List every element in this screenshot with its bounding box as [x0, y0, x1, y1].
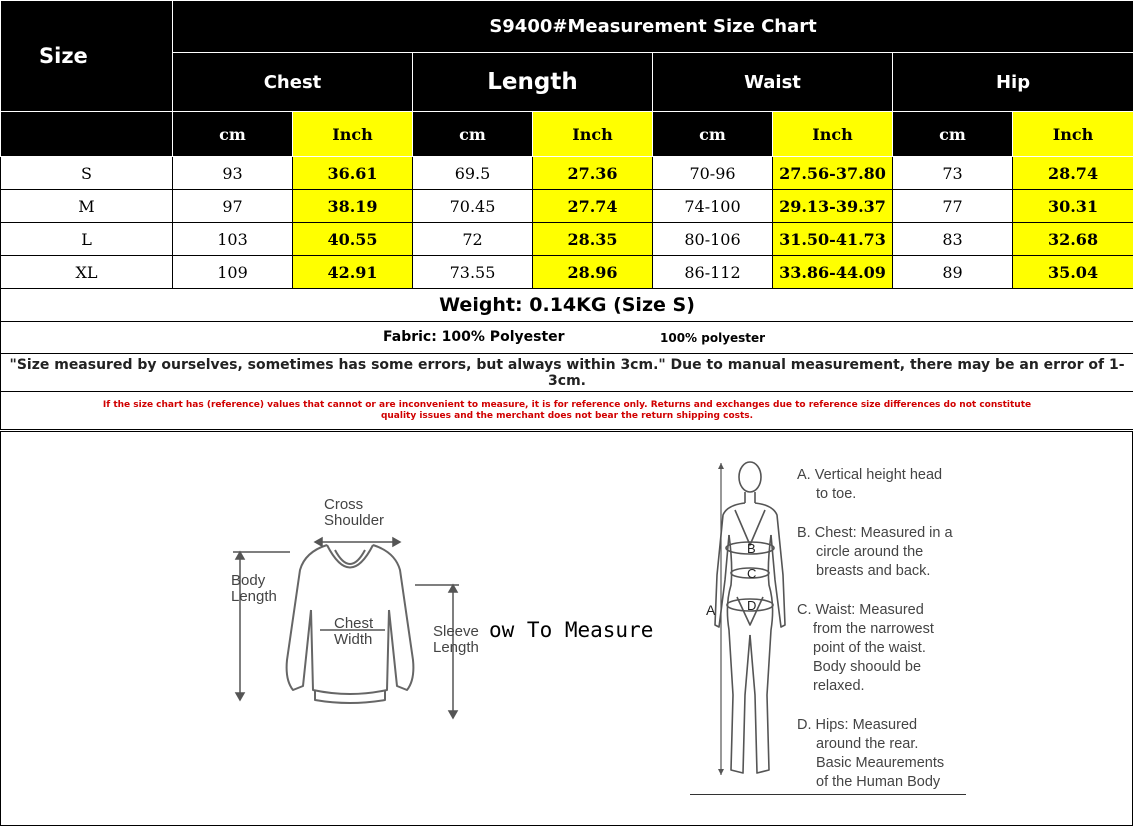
hip-cm-cell: 83 [893, 223, 1013, 256]
marker-a: A [706, 602, 716, 618]
marker-d: D [747, 598, 757, 613]
fabric-row [1, 322, 1133, 354]
weight-text: Weight: 0.14KG (Size S) [1, 289, 1133, 322]
size-cell: S [1, 157, 173, 190]
waist-cm-cell: 86-112 [653, 256, 773, 289]
chest-cm-cell: 109 [173, 256, 293, 289]
sleeve-label-line1: Sleeve [433, 623, 479, 640]
guide-a-line1: A. Vertical height head [797, 467, 943, 483]
body-length-label [231, 573, 277, 605]
chest-label-line1: Chest [334, 615, 374, 632]
hip-cm-cell: 89 [893, 256, 1013, 289]
chest-inch-cell: 42.91 [293, 256, 413, 289]
guide-b-line3: breasts and back. [816, 563, 931, 579]
chest-inch-cell: 40.55 [293, 223, 413, 256]
length-cm-cell: 69.5 [413, 157, 533, 190]
size-header-spacer [1, 112, 173, 157]
waist-cm-header: cm [653, 112, 773, 157]
guide-d-line3: Basic Meaurements [816, 755, 945, 771]
sleeve-label-line2: Length [433, 639, 479, 656]
guide-c [797, 601, 997, 696]
length-cm-cell: 70.45 [413, 190, 533, 223]
guide-d-line2: around the rear. [816, 736, 919, 752]
chest-width-label [334, 616, 373, 648]
guide-c-line1: C. Waist: Measured [797, 602, 924, 618]
waist-inch-header: Inch [773, 112, 893, 157]
table-row [1, 157, 1133, 190]
length-inch-cell: 28.96 [533, 256, 653, 289]
marker-c: C [747, 566, 757, 581]
guide-a [797, 466, 997, 504]
chest-cm-cell: 103 [173, 223, 293, 256]
length-inch-cell: 28.35 [533, 223, 653, 256]
cross-label-line1: Cross [324, 496, 364, 513]
hip-inch-cell: 35.04 [1013, 256, 1133, 289]
waist-header: Waist [653, 53, 893, 112]
size-cell: XL [1, 256, 173, 289]
waist-cm-cell: 80-106 [653, 223, 773, 256]
waist-cm-cell: 70-96 [653, 157, 773, 190]
waist-inch-cell: 33.86-44.09 [773, 256, 893, 289]
marker-b: B [747, 541, 756, 556]
body-label-line2: Length [231, 588, 277, 605]
how-to-measure-title: ow To Measure [489, 618, 654, 642]
hip-cm-header: cm [893, 112, 1013, 157]
length-inch-header: Inch [533, 112, 653, 157]
chest-inch-header: Inch [293, 112, 413, 157]
hip-inch-cell: 28.74 [1013, 157, 1133, 190]
length-inch-cell: 27.74 [533, 190, 653, 223]
hip-header: Hip [893, 53, 1133, 112]
hip-cm-cell: 73 [893, 157, 1013, 190]
guide-c-line5: relaxed. [813, 678, 865, 694]
guide-c-line4: Body shoould be [813, 659, 922, 675]
cross-label-line2: Shoulder [324, 512, 385, 529]
waist-inch-cell: 29.13-39.37 [773, 190, 893, 223]
size-header: Size [1, 1, 173, 112]
guide-c-line3: point of the waist. [813, 640, 926, 656]
chest-cm-cell: 93 [173, 157, 293, 190]
table-row [1, 223, 1133, 256]
fabric-alt-text: 100% polyester [660, 331, 766, 345]
waist-cm-cell: 74-100 [653, 190, 773, 223]
length-cm-cell: 73.55 [413, 256, 533, 289]
hip-inch-cell: 32.68 [1013, 223, 1133, 256]
chest-cm-cell: 97 [173, 190, 293, 223]
figure-baseline [690, 794, 966, 795]
guide-a-line2: to toe. [816, 486, 857, 502]
length-cm-cell: 72 [413, 223, 533, 256]
guide-c-line2: from the narrowest [813, 621, 934, 637]
guide-d-line4: of the Human Body [816, 774, 941, 790]
chest-cm-header: cm [173, 112, 293, 157]
guide-b-line2: circle around the [816, 544, 924, 560]
chest-inch-cell: 36.61 [293, 157, 413, 190]
fabric-text: Fabric: 100% Polyester [383, 329, 565, 345]
chest-header: Chest [173, 53, 413, 112]
sleeve-length-label [433, 624, 479, 656]
length-header: Length [413, 53, 653, 112]
guide-d-line1: D. Hips: Measured [797, 717, 918, 733]
guide-b [797, 524, 997, 581]
waist-inch-cell: 27.56-37.80 [773, 157, 893, 190]
guide-b-line1: B. Chest: Measured in a [797, 525, 953, 541]
size-cell: L [1, 223, 173, 256]
chart-title: S9400#Measurement Size Chart [173, 1, 1133, 53]
length-inch-cell: 27.36 [533, 157, 653, 190]
body-figure-illustration [695, 455, 795, 790]
body-label-line1: Body [231, 572, 266, 589]
guide-d [797, 716, 997, 792]
size-cell: M [1, 190, 173, 223]
table-row [1, 256, 1133, 289]
measurement-note: "Size measured by ourselves, sometimes has some errors, but always within 3cm." Due to manual measurement, there may be an error of 1-3cm. [1, 354, 1133, 392]
waist-inch-cell: 31.50-41.73 [773, 223, 893, 256]
cross-shoulder-label [324, 497, 384, 529]
length-cm-header: cm [413, 112, 533, 157]
hip-cm-cell: 77 [893, 190, 1013, 223]
chest-inch-cell: 38.19 [293, 190, 413, 223]
reference-warning: If the size chart has (reference) values that cannot or are inconvenient to measure, it is for reference only. Returns and exchanges due to reference size differences do not constitute quality issues and the merchant does not bear the return shipping costs. [1, 392, 1133, 430]
hip-inch-header: Inch [1013, 112, 1133, 157]
chest-label-line2: Width [334, 631, 373, 648]
table-row [1, 190, 1133, 223]
hip-inch-cell: 30.31 [1013, 190, 1133, 223]
